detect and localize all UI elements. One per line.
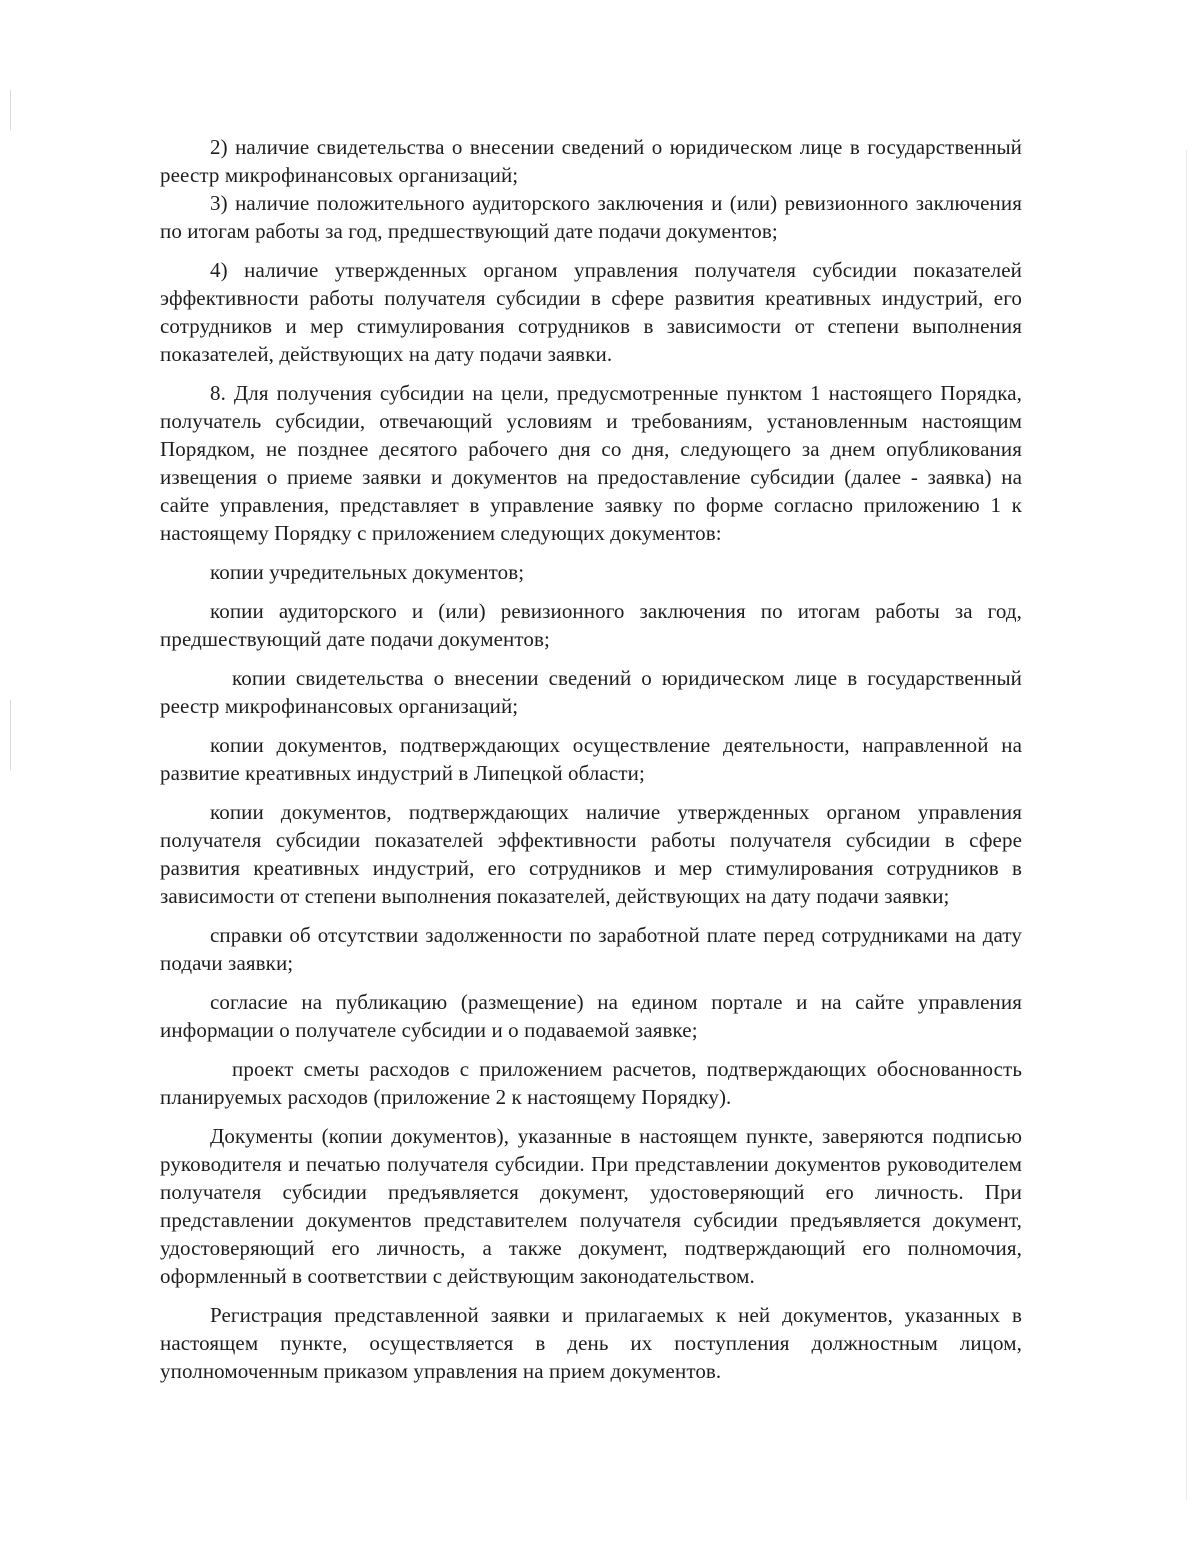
list-item-salary-certificate: справки об отсутствии задолженности по заработной плате перед сотрудниками на дату подачи заявки; [160, 923, 1022, 975]
paragraph-item-4: 4) наличие утвержденных органом управления получателя субсидии показателей эффективности работы получателя субсидии в сфере развития креативных индустрий, его сотрудников и мер стимулирования сотрудников в зависимости от степени выполнения показателей, действующих на дату подачи заявки. [160, 258, 1022, 366]
list-item-publication-consent: согласие на публикацию (размещение) на едином портале и на сайте управления информации о получателе субсидии и о подаваемой заявке; [160, 990, 1022, 1042]
scan-edge-mark-left [10, 90, 11, 130]
list-item-founding-docs: копии учредительных документов; [210, 560, 525, 584]
list-item-cost-estimate: проект сметы расходов с приложением расчетов, подтверждающих обоснованность планируемых расходов (приложение 2 к настоящему Порядку). [160, 1057, 1022, 1109]
scan-edge-mark-left-lower [10, 700, 11, 770]
list-item-registry-certificate: копии свидетельства о внесении сведений о юридическом лице в государственный реестр микрофинансовых организаций; [160, 666, 1022, 718]
list-item-performance-docs: копии документов, подтверждающих наличие утвержденных органом управления получателя субсидии показателей эффективности работы получателя субсидии в сфере развития креативных индустрий, его сотрудников и мер стимулирования сотрудников в зависимости от степени выполнения показателей, действующих на дату подачи заявки; [160, 800, 1022, 908]
paragraph-clause-8: 8. Для получения субсидии на цели, предусмотренные пунктом 1 настоящего Порядка, получатель субсидии, отвечающий условиям и требованиям, установленным настоящим Порядком, не позднее десятого рабочего дня со дня, следующего за днем опубликования извещения о приеме заявки и документов на предоставление субсидии (далее - заявка) на сайте управления, представляет в управление заявку по форме согласно приложению 1 к настоящему Порядку с приложением следующих документов: [160, 381, 1022, 545]
scan-edge-mark-right [1186, 150, 1187, 1500]
list-item-activity-docs: копии документов, подтверждающих осуществление деятельности, направленной на развитие креативных индустрий в Липецкой области; [160, 733, 1022, 785]
document-text-block [160, 133, 1022, 1385]
paragraph-registration: Регистрация представленной заявки и прилагаемых к ней документов, указанных в настоящем пункте, осуществляется в день их поступления должностным лицом, уполномоченным приказом управления на прием документов. [160, 1303, 1022, 1383]
paragraph-item-3: 3) наличие положительного аудиторского заключения и (или) ревизионного заключения по итогам работы за год, предшествующий дате подачи документов; [160, 191, 1022, 243]
paragraph-item-2: 2) наличие свидетельства о внесении сведений о юридическом лице в государственный реестр микрофинансовых организаций; [160, 135, 1022, 187]
list-item-audit-copies: копии аудиторского и (или) ревизионного заключения по итогам работы за год, предшествующий дате подачи документов; [160, 599, 1022, 651]
paragraph-certification: Документы (копии документов), указанные в настоящем пункте, заверяются подписью руководителя и печатью получателя субсидии. При представлении документов руководителем получателя субсидии предъявляется документ, удостоверяющий его личность. При представлении документов представителем получателя субсидии предъявляется документ, удостоверяющий его личность, а также документ, подтверждающий его полномочия, оформленный в соответствии с действующим законодательством. [160, 1124, 1022, 1288]
